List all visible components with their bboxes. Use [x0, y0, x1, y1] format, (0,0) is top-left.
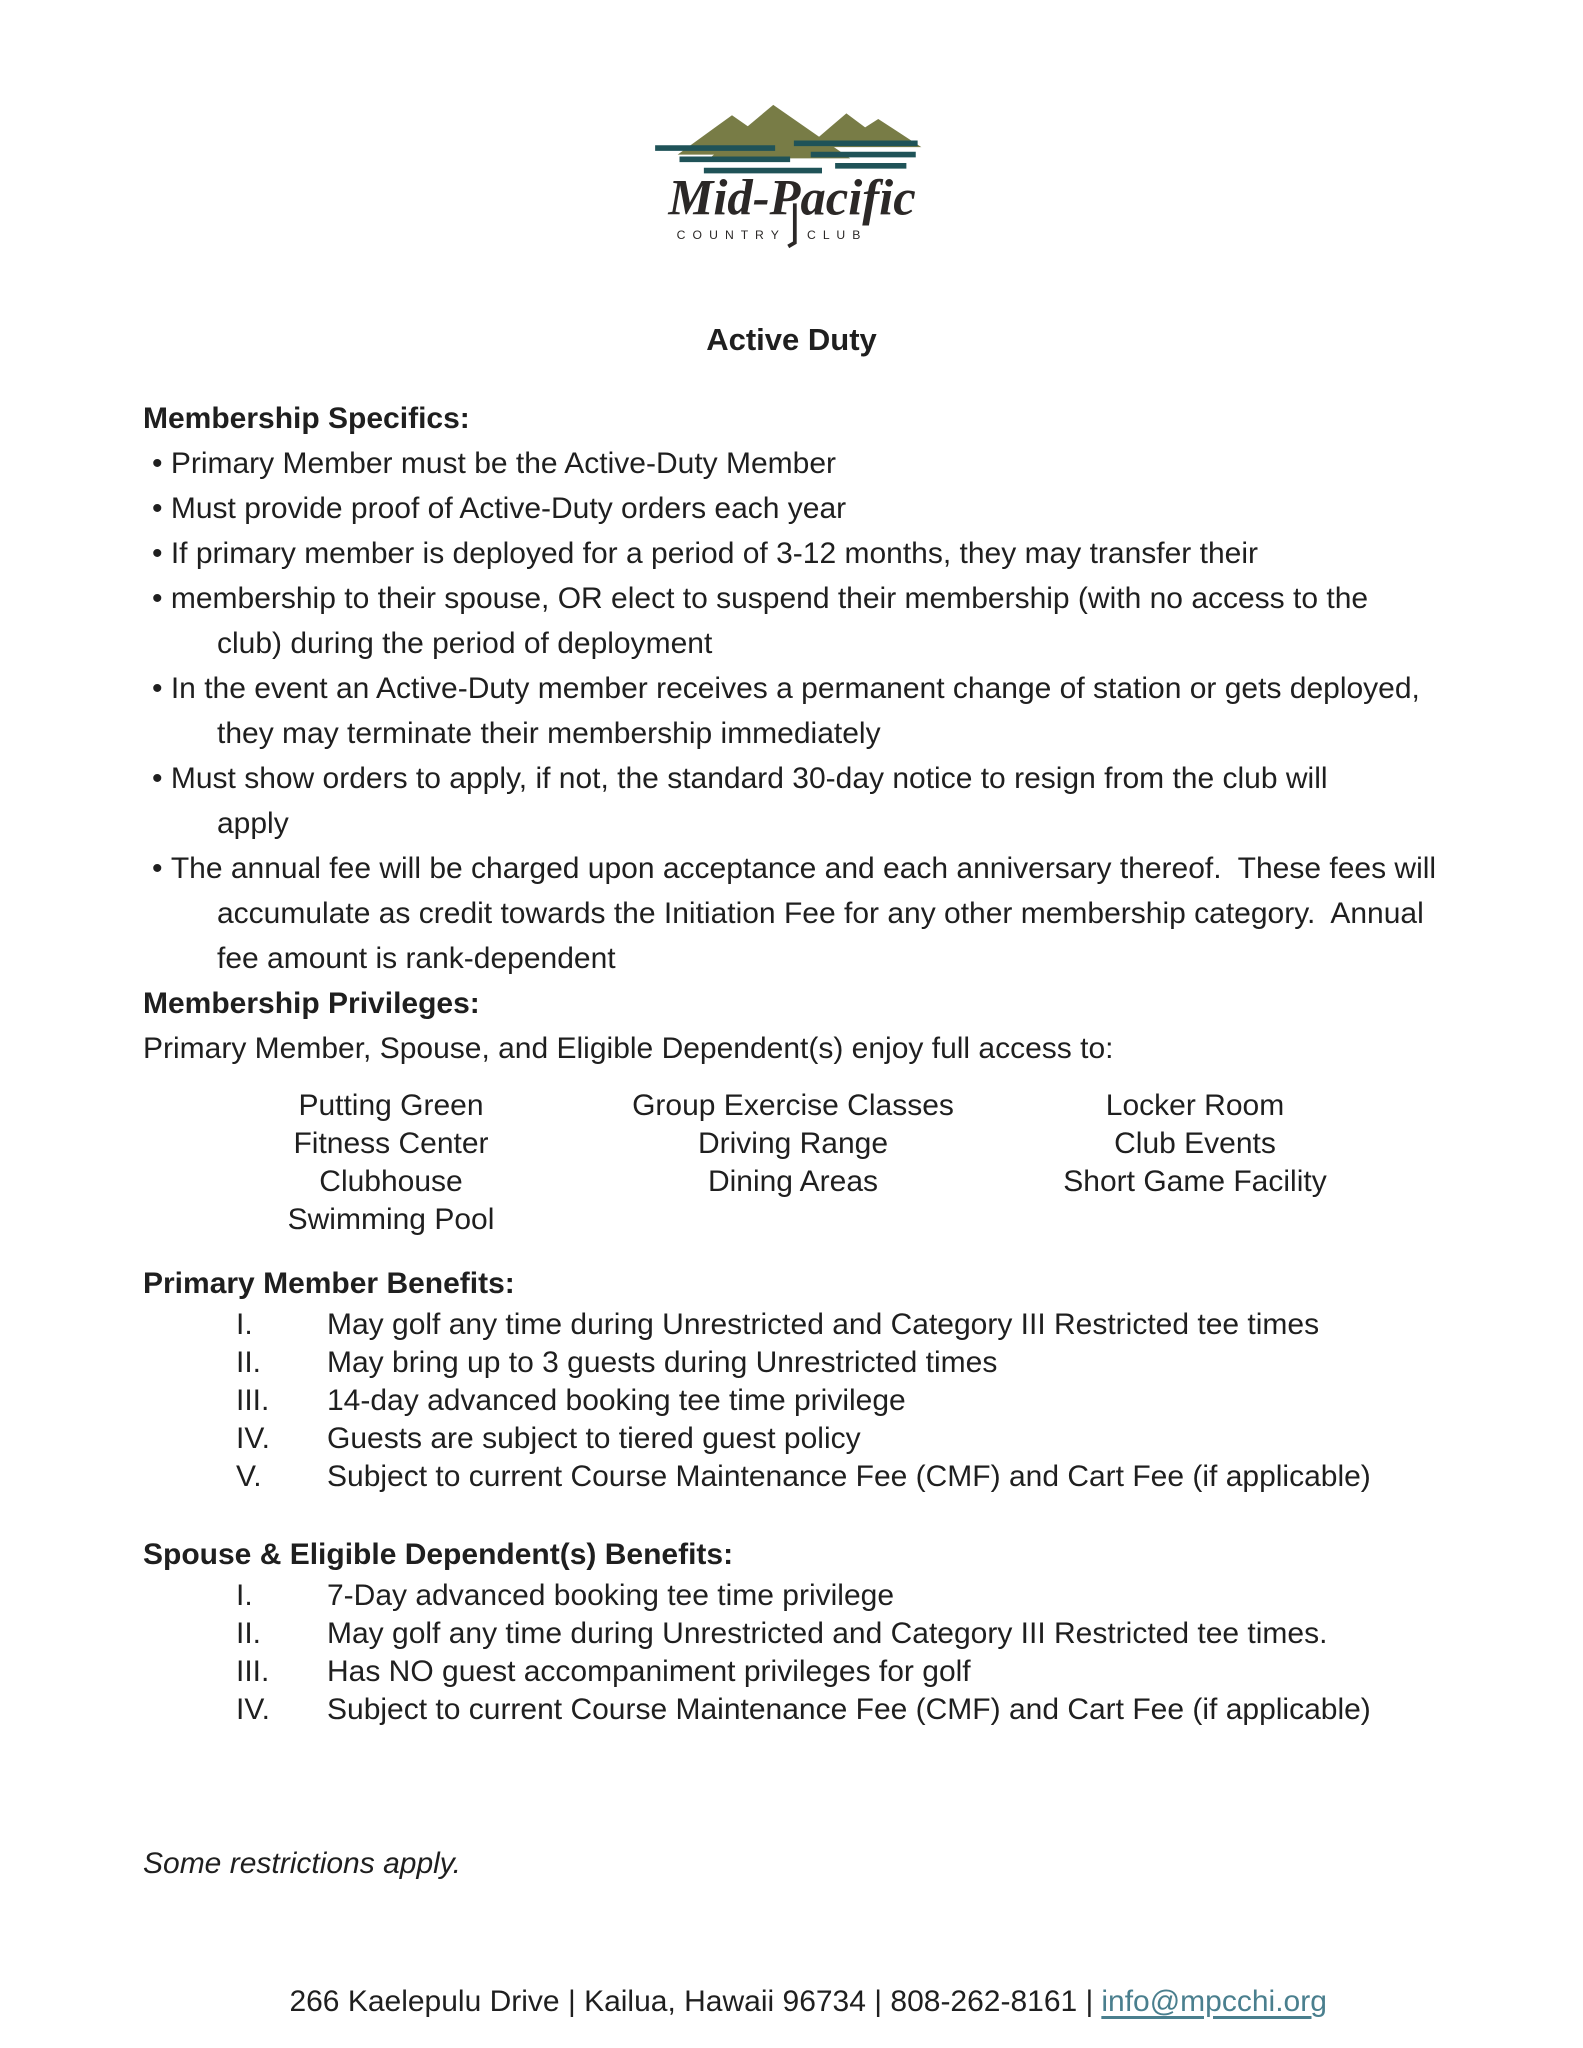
- privilege-item: Putting Green: [298, 1089, 484, 1122]
- bullet-continuation: apply: [217, 807, 289, 840]
- specifics-heading: Membership Specifics:: [143, 402, 470, 435]
- privileges-intro: Primary Member, Spouse, and Eligible Dependent(s) enjoy full access to:: [143, 1032, 1114, 1065]
- primary-benefits-heading: Primary Member Benefits:: [143, 1267, 515, 1300]
- bullet-item: • If primary member is deployed for a period of 3-12 months, they may transfer their: [143, 531, 1440, 576]
- privileges-grid: [190, 1087, 1440, 1239]
- bullet-continuation: they may terminate their membership immediately: [217, 717, 881, 750]
- benefit-item: II. May bring up to 3 guests during Unrestricted times: [236, 1346, 998, 1379]
- privileges-heading: Membership Privileges:: [143, 987, 480, 1020]
- benefit-item: IV. Guests are subject to tiered guest policy: [236, 1422, 861, 1455]
- footer-contact: [143, 1934, 1440, 2048]
- privilege-item: Locker Room: [1105, 1089, 1285, 1122]
- benefit-item: III. 14-day advanced booking tee time privilege: [236, 1384, 906, 1417]
- bullet-continuation: accumulate as credit towards the Initiation Fee for any other membership category. Annual: [217, 897, 1424, 930]
- club-logo: [143, 98, 1440, 266]
- page-title: Active Duty: [706, 322, 877, 357]
- bullet-item: • membership to their spouse, OR elect to suspend their membership (with no access to the: [143, 576, 1440, 621]
- spouse-benefits-heading: Spouse & Eligible Dependent(s) Benefits:: [143, 1538, 734, 1571]
- benefit-item: III. Has NO guest accompaniment privileges for golf: [236, 1655, 971, 1688]
- privilege-item: Clubhouse: [319, 1165, 463, 1198]
- privilege-item: Dining Areas: [707, 1165, 879, 1198]
- benefit-item: I. May golf any time during Unrestricted and Category III Restricted tee times: [236, 1308, 1320, 1341]
- privilege-item: Driving Range: [697, 1127, 889, 1160]
- benefit-item: V. Subject to current Course Maintenance Fee (CMF) and Cart Fee (if applicable): [236, 1460, 1371, 1493]
- bullet-item: • The annual fee will be charged upon acceptance and each anniversary thereof. These fees will: [143, 846, 1440, 891]
- logo-wordmark: Mid-Pacific: [667, 169, 916, 226]
- bullet-item: • In the event an Active-Duty member receives a permanent change of station or gets deployed,: [143, 666, 1440, 711]
- privilege-item: Club Events: [1114, 1127, 1276, 1160]
- restrictions-note: Some restrictions apply.: [143, 1847, 461, 1880]
- logo-subtitle-club: C L U B: [806, 227, 862, 242]
- bullet-item: • Must provide proof of Active-Duty orders each year: [143, 486, 1440, 531]
- benefit-item: I. 7-Day advanced booking tee time privilege: [236, 1579, 894, 1612]
- bullet-item: • Must show orders to apply, if not, the standard 30-day notice to resign from the club will: [143, 756, 1440, 801]
- logo-subtitle-country: C O U N T R Y: [676, 227, 781, 242]
- privilege-item: Fitness Center: [293, 1127, 489, 1160]
- privilege-item: Group Exercise Classes: [632, 1089, 954, 1122]
- footer-text: 266 Kaelepulu Drive | Kailua, Hawaii 96734 | 808-262-8161 |: [289, 1985, 1094, 2018]
- bullet-continuation: fee amount is rank-dependent: [217, 942, 616, 975]
- email-link[interactable]: info@mpcchi.org: [1101, 1985, 1327, 2018]
- benefit-item: II. May golf any time during Unrestricted and Category III Restricted tee times.: [236, 1617, 1328, 1650]
- bullet-continuation: club) during the period of deployment: [217, 627, 713, 660]
- club-logo-graphic: [642, 98, 942, 258]
- benefit-item: IV. Subject to current Course Maintenance Fee (CMF) and Cart Fee (if applicable): [236, 1693, 1371, 1726]
- privilege-item: Short Game Facility: [1063, 1165, 1327, 1198]
- privilege-item: Swimming Pool: [287, 1203, 495, 1236]
- bullet-item: • Primary Member must be the Active-Duty Member: [143, 441, 1440, 486]
